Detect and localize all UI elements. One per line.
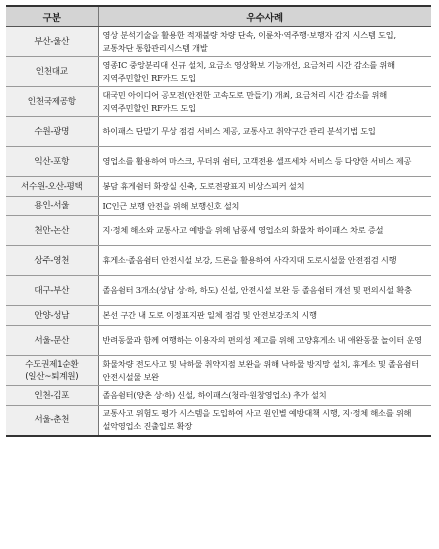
case-cell: 졸음쉼터(양촌 상·하) 신설, 하이패스(청라·원창영업소) 추가 설치 (98, 386, 431, 406)
case-cell: 대국민 아이디어 공모전(안전한 고속도로 만들기) 개최, 요금처리 시간 감소를 위해 지역주민할인 RF카드 도입 (98, 87, 431, 117)
table-row (6, 117, 431, 147)
header-best-practice: 우수사례 (98, 6, 431, 27)
region-cell: 용인-서울 (6, 197, 98, 216)
case-cell: 본선 구간 내 도로 이정표지판 일체 점검 및 안전보강조치 시행 (98, 306, 431, 326)
table-row (6, 356, 431, 386)
case-cell: 영종IC 중앙분리대 신규 설치, 요금소 영상확보 기능개선, 요금처리 시간 감소를 위해 지역주민할인 RF카드 도입 (98, 57, 431, 87)
case-cell: 하이패스 단말기 무상 점검 서비스 제공, 교통사고 취약구간 관리 분석기법 도입 (98, 117, 431, 147)
case-cell: 영상 분석기술을 활용한 적재불량 차량 단속, 이륜차·역주행·보행자 감지 시스템 도입, 교통차단 통합관리시스템 개발 (98, 27, 431, 57)
table-row (6, 57, 431, 87)
table-row (6, 147, 431, 177)
case-cell: IC인근 보행 안전을 위해 보행신호 설치 (98, 197, 431, 216)
table-row (6, 216, 431, 246)
table-row (6, 276, 431, 306)
table-row (6, 326, 431, 356)
table-row (6, 306, 431, 326)
case-cell: 영업소를 활용하여 마스크, 무더위 쉼터, 고객전용 셀프세차 서비스 등 다양한 서비스 제공 (98, 147, 431, 177)
case-cell: 졸음쉼터 3개소(상남 상·하, 하도) 신설, 안전시설 보완 등 졸음쉼터 개선 및 편의시설 확충 (98, 276, 431, 306)
region-cell: 대구-부산 (6, 276, 98, 306)
table-row (6, 246, 431, 276)
region-cell: 서울-문산 (6, 326, 98, 356)
region-cell: 수원-광명 (6, 117, 98, 147)
header-region: 구분 (6, 6, 98, 27)
region-cell: 수도권제1순환 (일산~퇴계원) (6, 356, 98, 386)
region-cell: 인천국제공항 (6, 87, 98, 117)
header-row (6, 6, 431, 27)
table-row (6, 197, 431, 216)
region-cell: 인천-김포 (6, 386, 98, 406)
region-cell: 익산-포항 (6, 147, 98, 177)
table-row (6, 27, 431, 57)
region-cell: 인천대교 (6, 57, 98, 87)
case-cell: 반려동물과 함께 여행하는 이용자의 편의성 제고를 위해 고양휴게소 내 애완동물 놀이터 운영 (98, 326, 431, 356)
table-row (6, 87, 431, 117)
region-cell: 서울-춘천 (6, 406, 98, 436)
table-row (6, 177, 431, 197)
case-cell: 봉담 휴게쉼터 화장실 신축, 도로전광표지 비상스피커 설치 (98, 177, 431, 197)
best-practices-table (6, 5, 431, 437)
region-cell: 천안-논산 (6, 216, 98, 246)
case-cell: 휴게소·졸음쉼터 안전시설 보강, 드론을 활용하여 사각지대 도로시설물 안전점검 시행 (98, 246, 431, 276)
region-cell: 부산-울산 (6, 27, 98, 57)
table-row (6, 386, 431, 406)
case-cell: 지·정체 해소와 교통사고 예방을 위해 남풍세 영업소의 화물차 하이패스 차로 증설 (98, 216, 431, 246)
table-row (6, 406, 431, 436)
case-cell: 화물차량 전도사고 및 낙하물 취약지점 보완을 위해 낙하물 방지망 설치, 휴게소 및 졸음쉼터 안전시설물 보완 (98, 356, 431, 386)
case-cell: 교통사고 위험도 평가 시스템을 도입하여 사고 원인별 예방대책 시행, 지·정체 해소를 위해 설악영업소 진출입로 확장 (98, 406, 431, 436)
region-cell: 서수원-오산-평택 (6, 177, 98, 197)
region-cell: 안양-성남 (6, 306, 98, 326)
region-cell: 상주-영천 (6, 246, 98, 276)
